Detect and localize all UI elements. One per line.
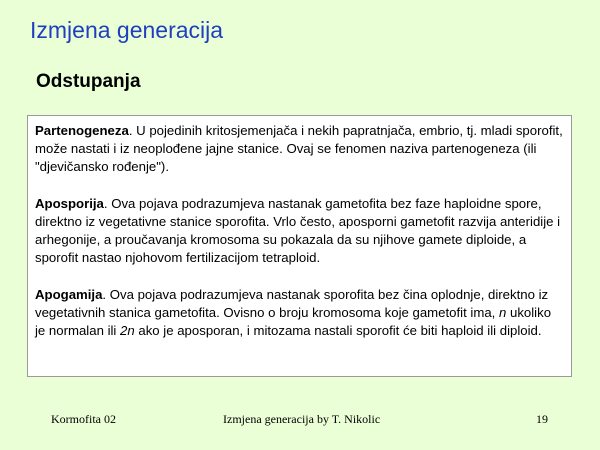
slide-subtitle: Odstupanja bbox=[36, 71, 141, 92]
paragraph-text: . Ova pojava podrazumjeva nastanak sporofita bez čina oplodnje, direktno iz vegetativnih stanica gametofita. Ovisno o broju kromosoma koje gametofit ima, bbox=[35, 286, 549, 320]
term-aposporija: Aposporija bbox=[35, 195, 104, 211]
paragraph-text: . Ova pojava podrazumjeva nastanak gametofita bez faze haploidne spore, direktno iz vegetativne stanice sporofita. Vrlo često, aposporni gametofit razvija anteridije i arhegonije, a proučavanja kromosoma su pokazala da su njihove gamete diploide, a sporofit nastao njohovom fertilizacijom tetraploid. bbox=[35, 195, 561, 266]
paragraph-apogamija bbox=[35, 286, 564, 341]
slide-title: Izmjena generacija bbox=[30, 17, 224, 43]
italic-2n: 2n bbox=[120, 323, 135, 339]
footer-slide-author: Izmjena generacija by T. Nikolic bbox=[223, 412, 381, 426]
paragraph-text: ukoliko je normalan ili bbox=[35, 305, 552, 339]
paragraph-aposporija bbox=[35, 195, 564, 268]
term-partenogeneza: Partenogeneza bbox=[35, 123, 129, 138]
paragraph-text: ako je aposporan, i mitozama nastali sporofit će biti haploid ili diploid. bbox=[134, 323, 542, 339]
italic-n: n bbox=[498, 305, 507, 320]
footer-course-label: Kormofita 02 bbox=[51, 412, 116, 426]
footer-page-number: 19 bbox=[536, 412, 548, 426]
paragraph-partenogeneza bbox=[35, 122, 564, 177]
paragraph-text: . U pojedinih kritosjemenjača i nekih papratnjača, embrio, tj. mladi sporofit, može nastati i iz neoplođene jajne stanice. Ovaj se fenomen naziva partenogeneza (ili "djevičansko rođenje"). bbox=[35, 123, 563, 175]
content-text-box bbox=[27, 115, 572, 377]
term-apogamija: Apogamija bbox=[35, 286, 103, 302]
